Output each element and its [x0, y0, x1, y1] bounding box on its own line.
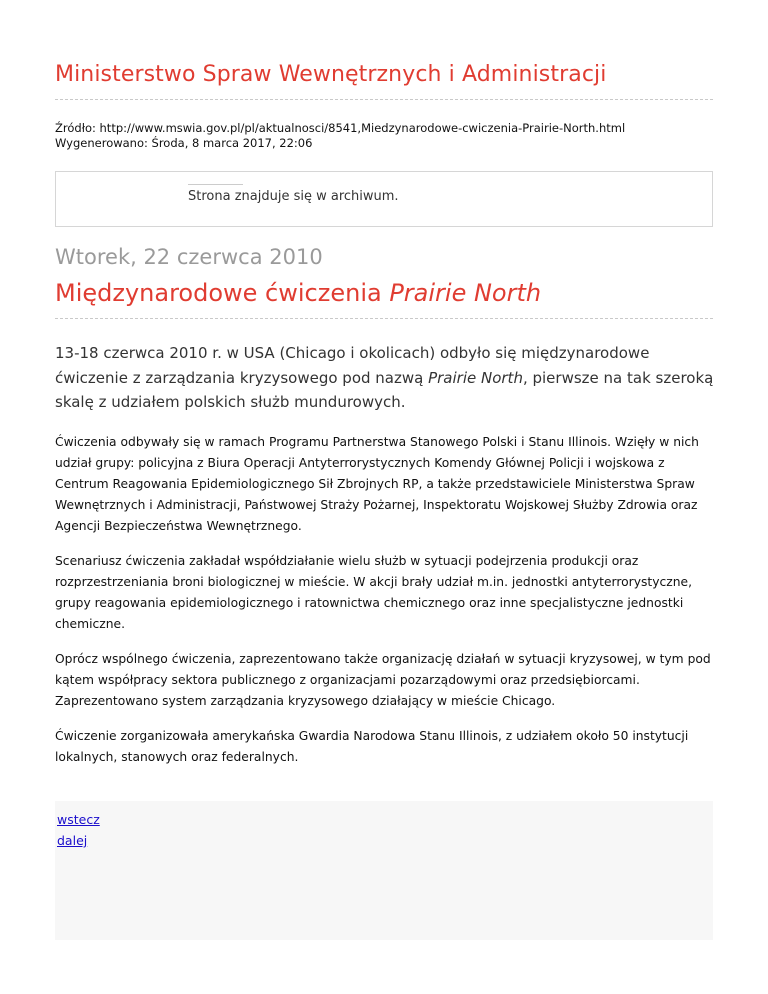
lead-text-2: , pierwsze na tak szeroką skalę z udziałem polskich służb mundurowych. [55, 368, 714, 411]
generated-line: Wygenerowano: Środa, 8 marca 2017, 22:06 [55, 136, 313, 150]
next-link[interactable]: dalej [57, 833, 88, 848]
article-body [55, 432, 713, 782]
archive-notice-box [55, 171, 713, 227]
article-title-plain: Międzynarodowe ćwiczenia [55, 279, 390, 307]
article-date: Wtorek, 22 czerwca 2010 [55, 245, 323, 269]
article-paragraph: Ćwiczenie zorganizowała amerykańska Gwardia Narodowa Stanu Illinois, z udziałem około 50 instytucji lokalnych, stanowych oraz federalnych. [55, 729, 689, 764]
back-link[interactable]: wstecz [57, 812, 100, 827]
header-divider [55, 99, 713, 100]
article-lead [55, 341, 715, 415]
site-title: Ministerstwo Spraw Wewnętrznych i Administracji [55, 62, 607, 87]
article-title-italic: Prairie North [389, 279, 542, 307]
source-line: Źródło: http://www.mswia.gov.pl/pl/aktualnosci/8541,Miedzynarodowe-cwiczenia-Prairie-North.html [55, 121, 626, 135]
lead-text-1: 13-18 czerwca 2010 r. w USA (Chicago i okolicach) odbyło się międzynarodowe ćwiczenie z zarządzania kryzysowego pod nazwą [55, 344, 650, 387]
archive-notice-rule [188, 184, 243, 185]
archive-notice-text: Strona znajduje się w archiwum. [188, 189, 399, 204]
title-divider [55, 318, 713, 319]
article-title [55, 279, 541, 307]
navigation-box [55, 801, 713, 940]
article-paragraph: Scenariusz ćwiczenia zakładał współdziałanie wielu służb w sytuacji podejrzenia produkcji oraz rozprzestrzeniania broni biologicznej w mieście. W akcji brały udział m.in. jednostki antyterrorystyczne, grupy reagowania epidemiologicznego i ratownictwa chemicznego oraz inne specjalistyczne jednostki chemiczne. [55, 554, 692, 631]
article-paragraph: Ćwiczenia odbywały się w ramach Programu Partnerstwa Stanowego Polski i Stanu Illinois. Wzięły w nich udział grupy: policyjna z Biura Operacji Antyterrorystycznych Komendy Głównej Policji i wojskowa z Centrum Reagowania Epidemiologicznego Sił Zbrojnych RP, a także przedstawiciele Ministerstwa Spraw Wewnętrznych i Administracji, Państwowej Straży Pożarnej, Inspektoratu Wojskowej Służby Zdrowia oraz Agencji Bezpieczeństwa Wewnętrznego. [55, 435, 699, 533]
lead-italic: Prairie North [428, 368, 523, 387]
article-paragraph: Oprócz wspólnego ćwiczenia, zaprezentowano także organizację działań w sytuacji kryzysowej, w tym pod kątem współpracy sektora publicznego z organizacjami pozarządowymi oraz przedsiębiorcami. Zaprezentowano system zarządzania kryzysowego działający w mieście Chicago. [55, 652, 711, 708]
print-meta [55, 121, 625, 151]
